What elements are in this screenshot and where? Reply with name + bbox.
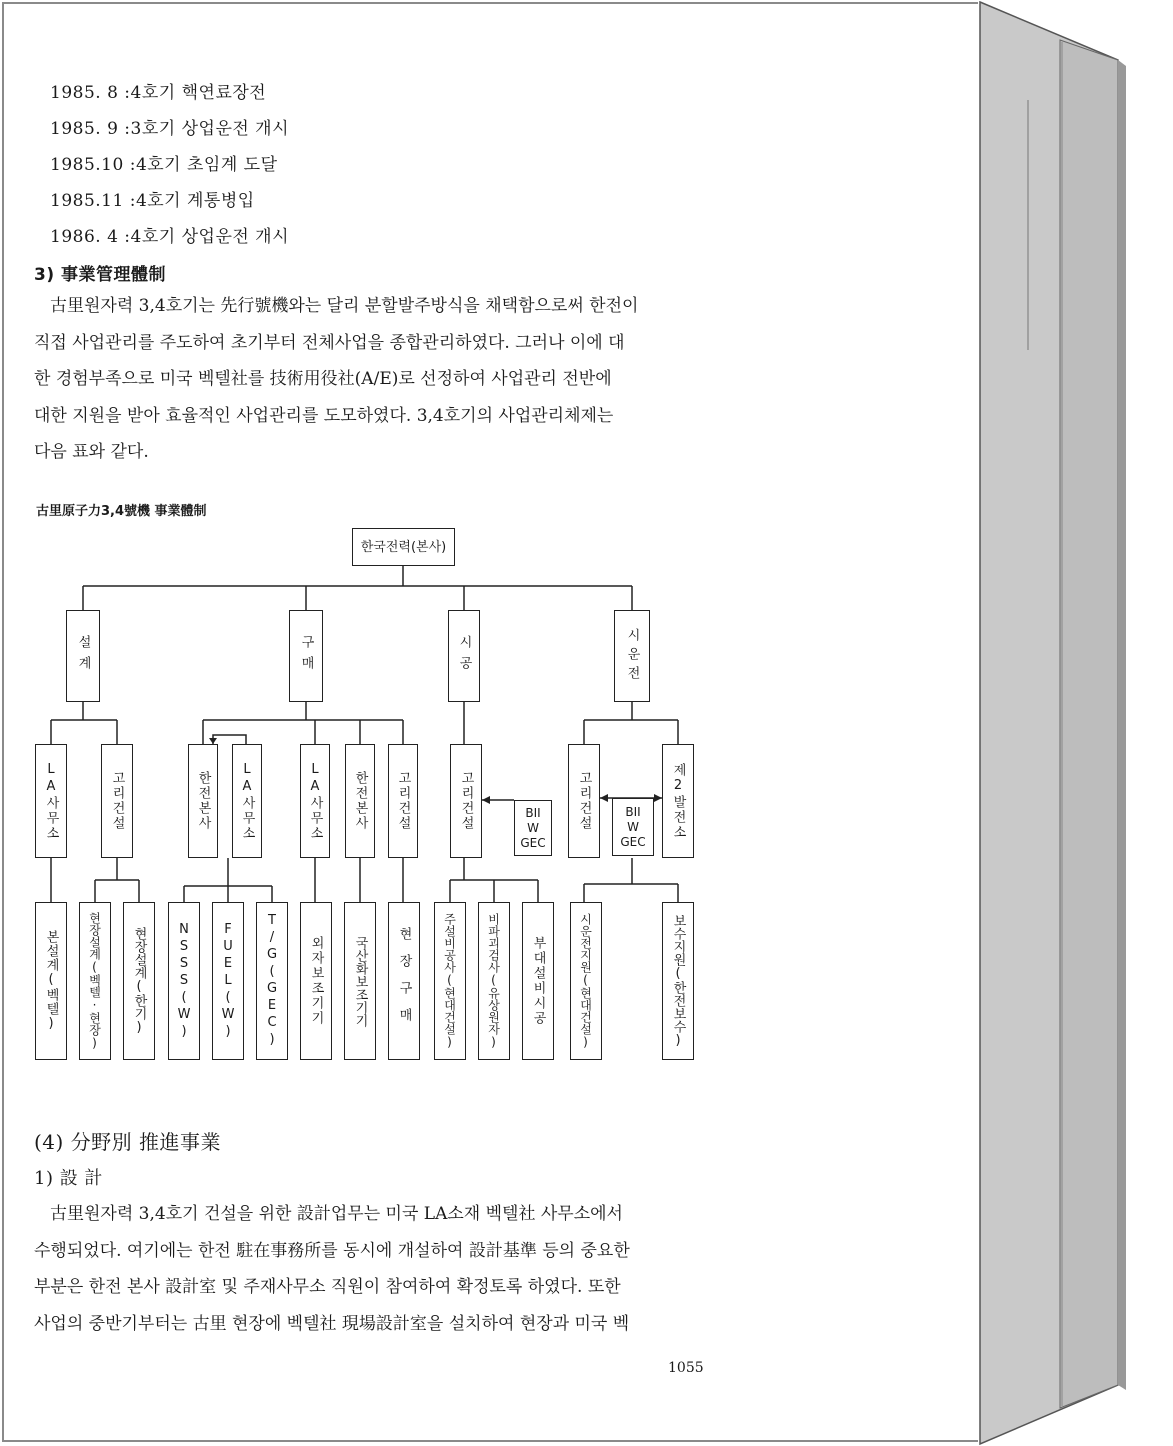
org-leaf [522,902,554,1060]
timeline-item: 1985.10 :4호기 초임계 도달 [50,155,278,175]
org-node-label: 고리건설 [395,771,411,831]
org-leaf [388,902,420,1060]
text-line: 古里원자력 3,4호기는 先行號機와는 달리 분할발주방식을 채택함으로써 한전이 [50,296,639,316]
org-leaf-label: 부대설비시공 [530,936,546,1026]
org-leaf-label: 주설비공사(현대건설) [442,913,457,1049]
org-node [345,744,375,858]
org-leaf-label: 외자보조기기 [308,936,324,1026]
org-node [101,744,133,858]
org-leaf-label: 국산화보조기기 [352,935,368,1027]
page-number: 1055 [668,1360,704,1376]
org-leaf-label: FUEL(W) [220,921,236,1041]
org-node-bii-w-gec [612,798,654,856]
sub-heading: 1) 設 計 [34,1168,103,1189]
org-leaf-label: 비파괴검사(유상원자) [486,913,501,1049]
org-node-label: 제2발전소 [670,762,686,840]
org-leaf [168,902,200,1060]
org-leaf-label: 본설계(벡텔) [43,930,59,1032]
org-leaf [79,902,111,1060]
text-line: 부분은 한전 본사 設計室 및 주재사무소 직원이 참여하여 확정토록 하였다. 또한 [34,1277,621,1297]
section-heading: 3) 事業管理體制 [34,265,167,285]
org-leaf-label: 시운전지원(현대건설) [578,913,593,1049]
org-function-label: 시운전 [624,627,640,685]
text-line: 직접 사업관리를 주도하여 초기부터 전체사업을 종합관리하였다. 그러나 이에 대 [34,332,625,353]
org-root-box [352,528,455,566]
org-leaf [123,902,155,1060]
timeline-item: 1985. 9 :3호기 상업운전 개시 [50,119,290,139]
org-leaf-label: 현장설계(벡텔·현장) [87,912,102,1050]
org-function-label: 설계 [75,635,91,677]
org-node-label: 고리건설 [458,771,474,831]
org-node-label: 한전본사 [195,771,211,831]
org-node [388,744,418,858]
text-line: 한 경험부족으로 미국 벡텔社를 技術用役社(A/E)로 선정하여 사업관리 전반에 [34,369,612,389]
org-node-label: 한전본사 [352,771,368,831]
org-function-label: 시공 [456,635,472,677]
text-line: 사업의 중반기부터는 古里 현장에 벡텔社 現場設計室을 설치하여 현장과 미국 벡 [34,1313,630,1334]
org-leaf [300,902,332,1060]
org-node [232,744,262,858]
timeline-item: 1985.11 :4호기 계통병입 [50,191,255,211]
org-node-label: LA사무소 [239,761,255,841]
org-leaf [478,902,510,1060]
org-node-label: LA사무소 [307,761,323,841]
org-leaf-label: 현장설계(한기) [131,927,147,1035]
org-leaf [212,902,244,1060]
timeline-item: 1986. 4 :4호기 상업운전 개시 [50,227,290,247]
org-root-label: 한국전력(본사) [360,539,447,555]
org-leaf-label: 현장구매 [396,927,412,1035]
org-node-label: LA사무소 [43,761,59,841]
org-leaf-label: 보수지원(한전보수) [670,914,686,1048]
org-node [188,744,218,858]
chart-title: 古里原子力3,4號機 事業體制 [36,504,207,519]
org-leaf [256,902,288,1060]
org-leaf [35,902,67,1060]
org-node-label: BII W GEC [520,805,546,850]
org-node [568,744,600,858]
timeline-item: 1985. 8 :4호기 핵연료장전 [50,83,267,103]
org-function-purchase [289,610,323,702]
org-function-construction [448,610,480,702]
text-line: 다음 표와 같다. [34,442,149,462]
org-leaf [662,902,694,1060]
org-node-label: 고리건설 [109,771,125,831]
org-leaf [344,902,376,1060]
org-leaf-label: T/G(GEC) [264,913,280,1049]
paragraph-design [34,1196,702,1342]
org-node-bii-w-gec [514,800,552,856]
org-leaf [434,902,466,1060]
org-leaf-label: NSSS(W) [176,921,192,1041]
text-line: 대한 지원을 받아 효율적인 사업관리를 도모하였다. 3,4호기의 사업관리체제는 [34,405,614,426]
text-line: 수행되었다. 여기에는 한전 駐在事務所를 동시에 개설하여 設計基準 등의 중요한 [34,1240,630,1261]
text-line: 古里원자력 3,4호기 건설을 위한 設計업무는 미국 LA소재 벡텔社 사무소에서 [50,1204,623,1224]
org-function-commissioning [614,610,650,702]
org-node [300,744,330,858]
org-function-design [66,610,100,702]
org-node [662,744,694,858]
org-node-label: BII W GEC [620,804,646,849]
org-node [450,744,482,858]
section-heading: (4) 分野別 推進事業 [34,1130,222,1154]
org-function-label: 구매 [298,635,314,677]
org-node [35,744,67,858]
org-leaf [570,902,602,1060]
org-node-label: 고리건설 [576,771,592,831]
